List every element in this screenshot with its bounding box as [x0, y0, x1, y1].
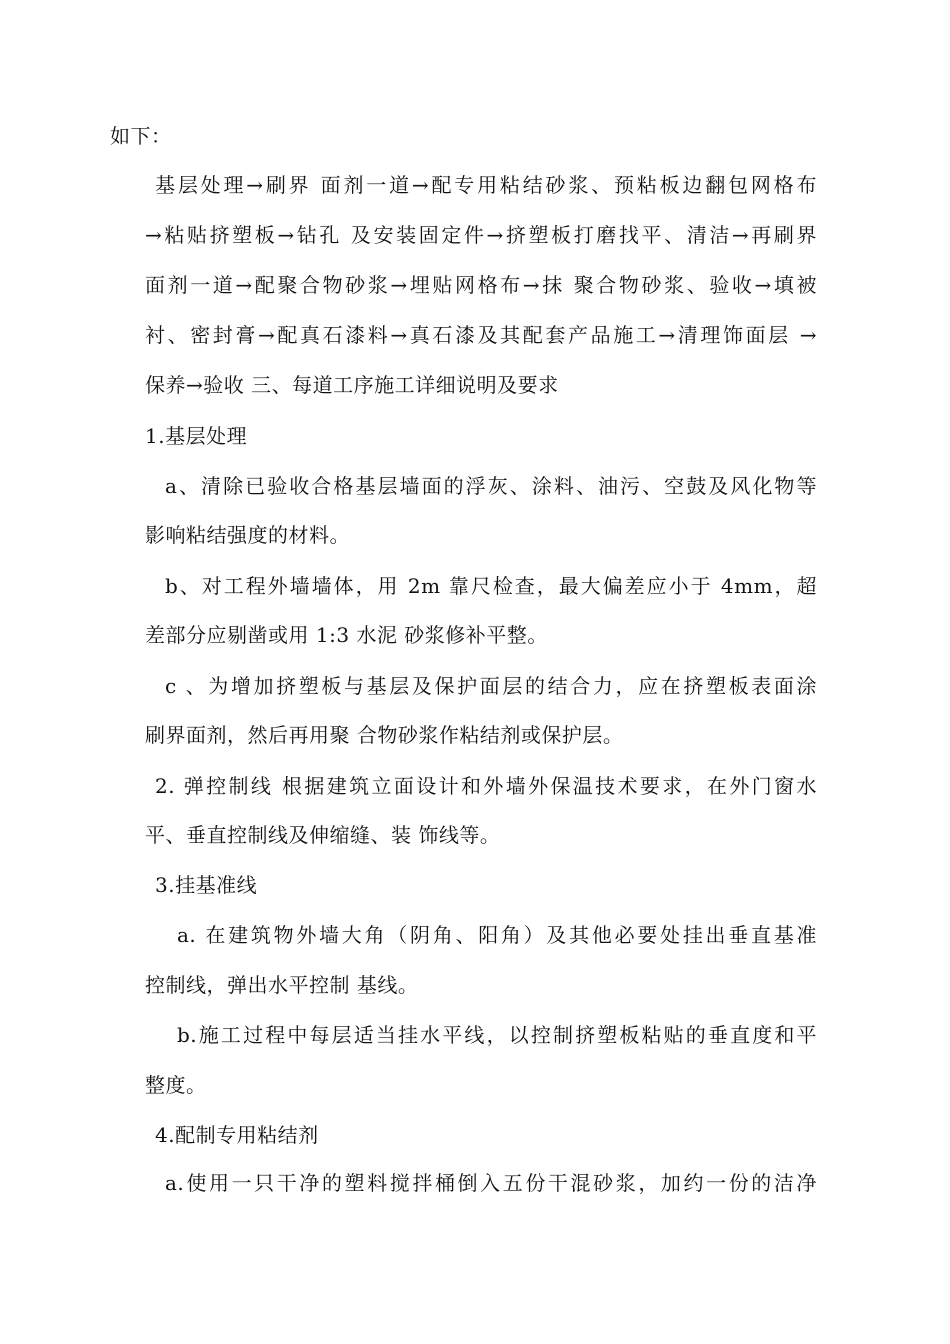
section-heading: 3.挂基准线: [155, 873, 258, 897]
text-line: a.使用一只干净的塑料搅拌桶倒入五份干混砂浆，加约一份的洁净: [165, 1171, 817, 1195]
text-line: 控制线，弹出水平控制 基线。: [145, 973, 419, 997]
text-line: 整度。: [145, 1073, 207, 1097]
text-line: c 、为增加挤塑板与基层及保护面层的结合力，应在挤塑板表面涂: [165, 674, 817, 698]
text-line: 衬、密封膏→配真石漆料→真石漆及其配套产品施工→清理饰面层 →: [145, 323, 817, 347]
text-line: a、清除已验收合格基层墙面的浮灰、涂料、油污、空鼓及风化物等: [165, 474, 817, 498]
text-line: 2. 弹控制线 根据建筑立面设计和外墙外保温技术要求，在外门窗水: [155, 774, 817, 798]
text-line: →粘贴挤塑板→钻孔 及安装固定件→挤塑板打磨找平、清洁→再刷界: [145, 223, 817, 247]
text-line: 刷界面剂，然后再用聚 合物砂浆作粘结剂或保护层。: [145, 723, 624, 747]
text-line: 影响粘结强度的材料。: [145, 523, 350, 547]
text-line: 基层处理→刷界 面剂一道→配专用粘结砂浆、预粘板边翻包网格布: [155, 173, 817, 197]
section-heading: 1.基层处理: [145, 424, 248, 448]
text-line: b.施工过程中每层适当挂水平线，以控制挤塑板粘贴的垂直度和平: [177, 1023, 817, 1047]
text-line: b、对工程外墙墙体，用 2m 靠尺检查，最大偏差应小于 4mm，超: [165, 574, 817, 598]
text-line: 差部分应剔凿或用 1:3 水泥 砂浆修补平整。: [145, 623, 548, 647]
text-line: 保养→验收 三、每道工序施工详细说明及要求: [145, 373, 559, 397]
text-line: 面剂一道→配聚合物砂浆→埋贴网格布→抹 聚合物砂浆、验收→填被: [145, 273, 817, 297]
text-line: 平、垂直控制线及伸缩缝、装 饰线等。: [145, 823, 501, 847]
section-heading: 4.配制专用粘结剂: [155, 1123, 319, 1147]
text-line: a. 在建筑物外墙大角（阴角、阳角）及其他必要处挂出垂直基准: [177, 923, 817, 947]
text-line: 如下：: [110, 124, 172, 148]
